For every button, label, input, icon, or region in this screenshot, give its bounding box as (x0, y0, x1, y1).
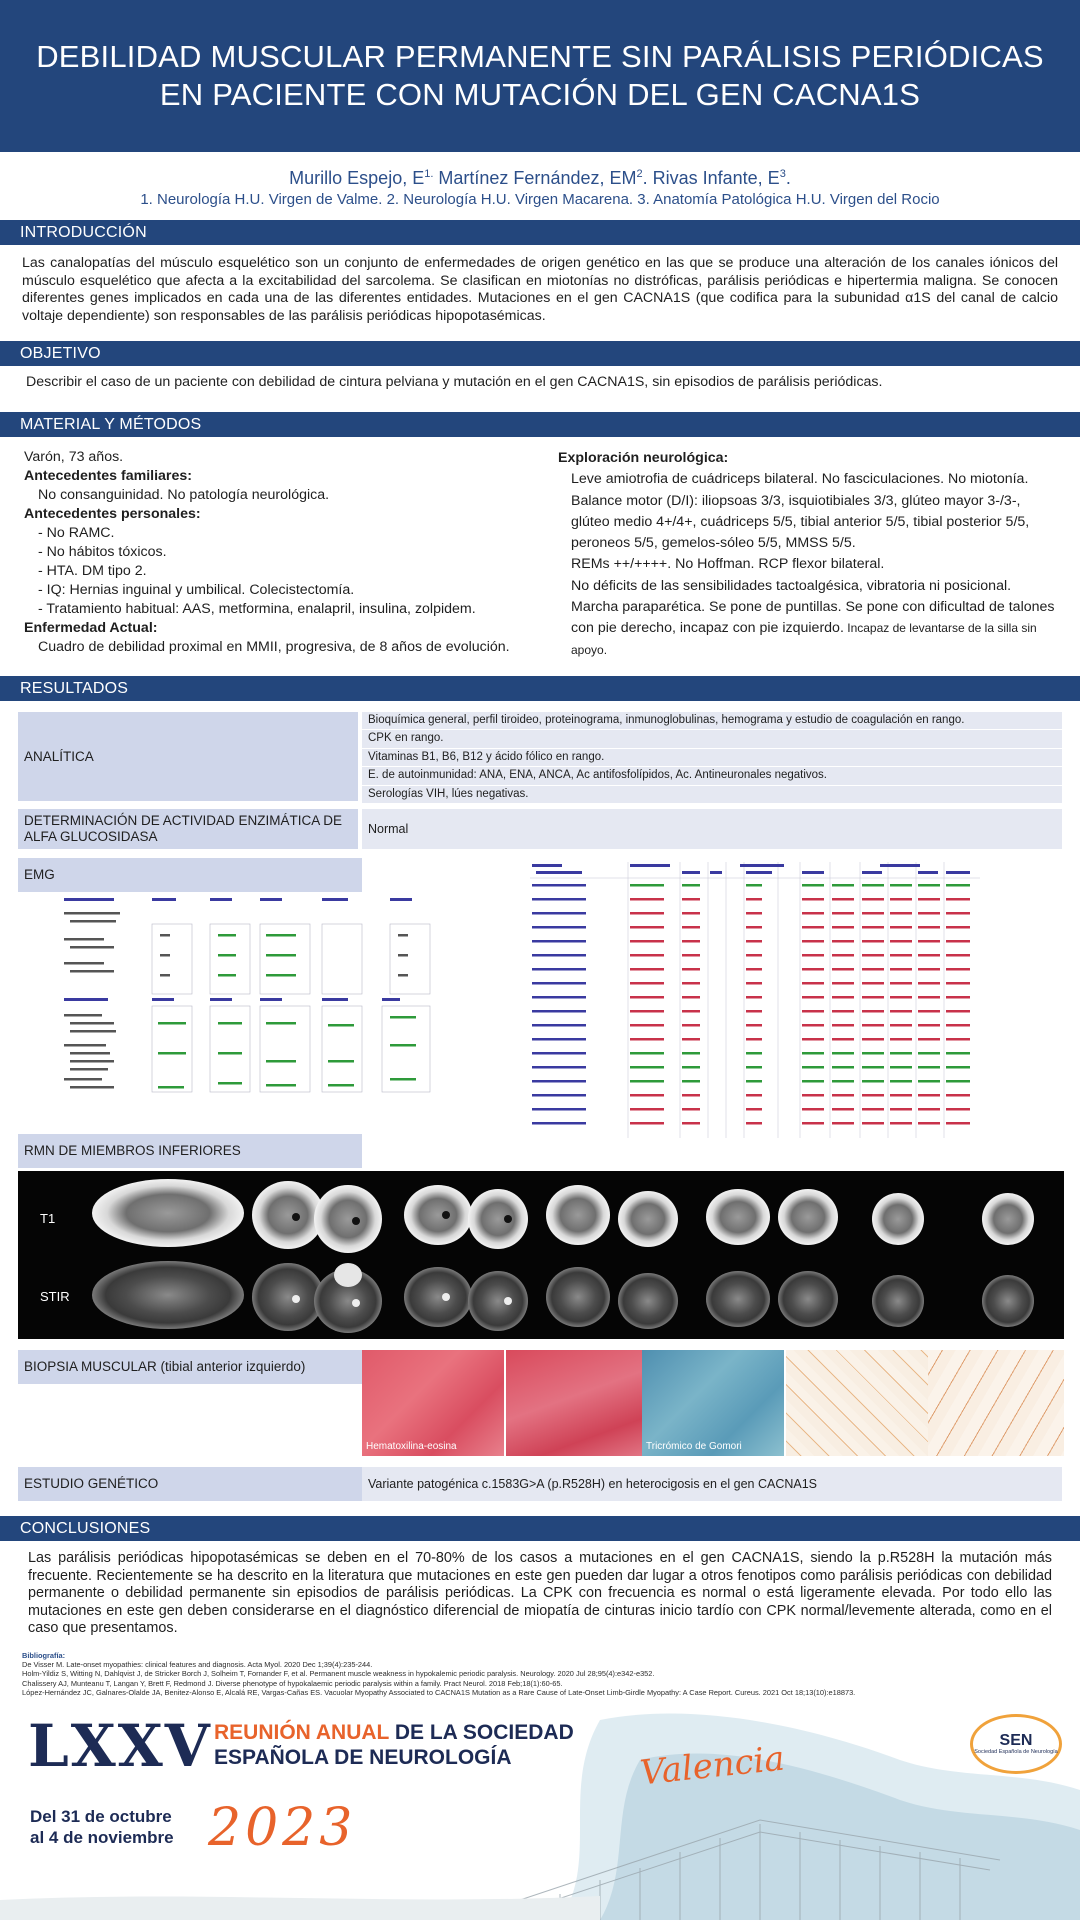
needle-table-mark (890, 884, 912, 887)
needle-table-mark (746, 940, 762, 943)
needle-table-mark (918, 1122, 940, 1125)
needle-table-mark (918, 898, 940, 901)
author-3-sup: 3 (779, 168, 786, 180)
section-metodos-header: MATERIAL Y MÉTODOS (0, 412, 1080, 437)
personal-history-item: - No RAMC. (38, 525, 115, 541)
needle-table-mark (946, 1122, 970, 1125)
needle-table-mark (532, 940, 586, 943)
needle-table-mark (532, 996, 586, 999)
needle-table-mark (890, 940, 912, 943)
needle-table-mark (682, 884, 700, 887)
needle-table-mark (630, 1024, 664, 1027)
needle-table-mark (532, 1010, 586, 1013)
needle-table-mark (832, 1052, 854, 1055)
needle-table-mark (630, 968, 664, 971)
needle-table-mark (802, 954, 824, 957)
genetico-label: ESTUDIO GENÉTICO (18, 1467, 362, 1501)
needle-table-mark (682, 1108, 700, 1111)
needle-table-mark (832, 1080, 854, 1083)
needle-table-mark (832, 1094, 854, 1097)
needle-table-mark (946, 1038, 970, 1041)
needle-table-mark (946, 1080, 970, 1083)
needle-table-mark (682, 1010, 700, 1013)
needle-table-mark (918, 1052, 940, 1055)
needle-table-mark (862, 1094, 884, 1097)
needle-table-mark (532, 1052, 586, 1055)
needle-table-mark (682, 954, 700, 957)
emg-nerve-conduction-image (60, 894, 440, 1094)
needle-table-mark (630, 954, 664, 957)
needle-table-mark (682, 1080, 700, 1083)
needle-table-mark (682, 1122, 700, 1125)
needle-table-mark (802, 1038, 824, 1041)
needle-table-mark (890, 996, 912, 999)
needle-table-mark (862, 884, 884, 887)
conclusion-text: Las parálisis periódicas hipopotasémicas se deben en el 70-80% de los casos a mutaciones en el gen CACNA1S, siendo la p.R528H la mutación más frecuente. Recientemente se ha descrito en la literatura que mutaciones en este gen pueden dar lugar a otros fenotipos como parálisis periódicas con debilidad permanente o debilidad permanente sin episodios de parálisis periódicas. La CPK con frecuencia es normal o está ligeramente elevada. Por todo ello las mutaciones en este gen deben considerarse en el diagnóstico diferencial de miopatía de cinturas inicio tardío con CPK normal/levemente alterada, como en el caso que presentamos. (28, 1550, 1052, 1637)
needle-table-mark (946, 982, 970, 985)
needle-table-mark (802, 912, 824, 915)
needle-table-mark (802, 1080, 824, 1083)
needle-table-mark (682, 1038, 700, 1041)
needle-table-mark (802, 996, 824, 999)
needle-table-mark (746, 912, 762, 915)
sen-logo-text: SEN (999, 1732, 1033, 1749)
needle-table-mark (630, 912, 664, 915)
needle-table-mark (746, 996, 762, 999)
needle-table-mark (746, 1066, 762, 1069)
needle-table-mark (918, 926, 940, 929)
needle-table-mark (946, 1024, 970, 1027)
needle-table-mark (862, 1066, 884, 1069)
needle-table-mark (862, 1038, 884, 1041)
author-3: . Rivas Infante, E (642, 168, 780, 188)
analitica-item: Bioquímica general, perfil tiroideo, proteinograma, inmunoglobulinas, hemograma y estudio de coagulación en rango. (362, 712, 1062, 729)
needle-table-mark (802, 1094, 824, 1097)
needle-table-mark (832, 912, 854, 915)
needle-table-mark (862, 926, 884, 929)
neuro-exam-item (558, 597, 1058, 661)
needle-table-mark (862, 912, 884, 915)
section-conclusiones-header: CONCLUSIONES (0, 1516, 1080, 1541)
personal-history-item: - IQ: Hernias inguinal y umbilical. Colecistectomía. (38, 582, 355, 598)
poster-title: DEBILIDAD MUSCULAR PERMANENTE SIN PARÁLISIS PERIÓDICAS EN PACIENTE CON MUTACIÓN DEL GEN CACNA1S (36, 39, 1044, 112)
genetico-value: Variante patogénica c.1583G>A (p.R528H) en heterocigosis en el gen CACNA1S (362, 1467, 1062, 1501)
needle-table-mark (862, 1010, 884, 1013)
needle-table-mark (832, 1066, 854, 1069)
needle-table-mark (746, 1052, 762, 1055)
needle-table-mark (630, 926, 664, 929)
needle-table-mark (890, 1108, 912, 1111)
congress-number: LXXV (28, 1712, 212, 1780)
needle-table-mark (832, 996, 854, 999)
needle-table-mark (802, 982, 824, 985)
personal-history-item: - Tratamiento habitual: AAS, metformina, enalapril, insulina, zolpidem. (38, 601, 476, 617)
needle-table-mark (630, 1038, 664, 1041)
needle-table-mark (862, 1108, 884, 1111)
needle-table-mark (630, 982, 664, 985)
needle-table-mark (918, 996, 940, 999)
needle-table-mark (630, 1052, 664, 1055)
analitica-list (362, 712, 1062, 804)
analitica-item: Vitaminas B1, B6, B12 y ácido fólico en rango. (362, 749, 1062, 766)
needle-table-mark (918, 1010, 940, 1013)
needle-table-mark (890, 1094, 912, 1097)
author-1-sup: 1. (424, 168, 434, 180)
needle-table-mark (946, 1108, 970, 1111)
needle-table-mark (802, 1010, 824, 1013)
needle-table-mark (832, 968, 854, 971)
needle-table-mark (946, 1094, 970, 1097)
author-1: Murillo Espejo, E (289, 168, 425, 188)
needle-table-mark (630, 996, 664, 999)
neuro-exam-item: REMs ++/++++. No Hoffman. RCP flexor bilateral. (571, 556, 885, 573)
bibliography-ref: De Visser M. Late-onset myopathies: clinical features and diagnosis. Acta Myol. 2020 Dec 1;39(4):235-244. (22, 1660, 373, 1670)
needle-table-mark (862, 1080, 884, 1083)
biopsy-caption: Hematoxilina-eosina (366, 1441, 457, 1452)
needle-table-mark (532, 1122, 586, 1125)
needle-table-mark (832, 1122, 854, 1125)
needle-table-mark (862, 954, 884, 957)
family-history-heading: Antecedentes familiares: (24, 468, 192, 484)
needle-table-mark (746, 1010, 762, 1013)
needle-table-mark (832, 926, 854, 929)
emg-label: EMG (18, 858, 362, 892)
needle-table-mark (918, 1024, 940, 1027)
needle-table-mark (890, 1052, 912, 1055)
needle-table-mark (890, 1024, 912, 1027)
congress-name-accent: REUNIÓN ANUAL (214, 1721, 390, 1744)
needle-table-mark (832, 884, 854, 887)
needle-table-mark (946, 898, 970, 901)
author-names (0, 162, 1080, 190)
congress-city: Valencia (638, 1738, 787, 1794)
personal-history-heading: Antecedentes personales: (24, 506, 201, 522)
needle-table-mark (746, 1122, 762, 1125)
sen-logo-subtext: Sociedad Española de Neurología (974, 1749, 1058, 1755)
biopsy-caption: Tricrómico de Gomori (646, 1441, 742, 1452)
current-illness-heading: Enfermedad Actual: (24, 620, 158, 636)
needle-table-mark (862, 1052, 884, 1055)
congress-name (214, 1720, 574, 1770)
needle-table-mark (890, 912, 912, 915)
needle-table-mark (746, 1108, 762, 1111)
section-resultados-header: RESULTADOS (0, 676, 1080, 701)
needle-table-mark (890, 1038, 912, 1041)
needle-table-mark (946, 926, 970, 929)
needle-table-mark (746, 954, 762, 957)
needle-table-mark (532, 1066, 586, 1069)
needle-table-mark (532, 982, 586, 985)
author-end: . (785, 168, 791, 188)
needle-table-mark (630, 940, 664, 943)
analitica-item: Serologías VIH, lúes negativas. (362, 786, 1062, 803)
analitica-item: E. de autoinmunidad: ANA, ENA, ANCA, Ac antifosfolípidos, Ac. Antineuronales negativos. (362, 767, 1062, 784)
needle-table-mark (890, 982, 912, 985)
needle-table-mark (532, 884, 586, 887)
biopsy-ihc-image-2 (928, 1350, 1064, 1456)
needle-table-mark (890, 926, 912, 929)
needle-table-mark (832, 982, 854, 985)
needle-table-mark (746, 1080, 762, 1083)
needle-table-mark (918, 954, 940, 957)
family-history-text: No consanguinidad. No patología neurológica. (38, 487, 330, 503)
needle-table-mark (832, 1010, 854, 1013)
biopsia-label: BIOPSIA MUSCULAR (tibial anterior izquierdo) (18, 1350, 362, 1384)
needle-table-mark (532, 898, 586, 901)
rmn-label: RMN DE MIEMBROS INFERIORES (18, 1134, 362, 1168)
congress-date-start: Del 31 de octubre (30, 1807, 172, 1826)
needle-table-mark (832, 1038, 854, 1041)
bibliography-ref: Chalissery AJ, Munteanu T, Langan Y, Brett F, Redmond J. Diverse phenotype of hypokalaemic periodic paralysis within a family. Pract Neurol. 2018 Feb;18(1):60-65. (22, 1678, 563, 1688)
needle-table-mark (682, 926, 700, 929)
current-illness-text: Cuadro de debilidad proximal en MMII, progresiva, de 8 años de evolución. (38, 639, 510, 655)
needle-table-mark (890, 954, 912, 957)
needle-table-mark (862, 982, 884, 985)
congress-date-end: al 4 de noviembre (30, 1828, 174, 1847)
needle-table-mark (918, 1038, 940, 1041)
needle-table-mark (832, 898, 854, 901)
needle-table-mark (746, 968, 762, 971)
needle-table-mark (532, 1108, 586, 1111)
mri-slices-graphic (18, 1171, 1064, 1339)
mri-panel (18, 1171, 1064, 1339)
needle-table-mark (746, 898, 762, 901)
needle-table-mark (746, 982, 762, 985)
needle-table-mark (832, 954, 854, 957)
alfa-glucosidasa-label: DETERMINACIÓN DE ACTIVIDAD ENZIMÁTICA DE ALFA GLUCOSIDASA (18, 809, 358, 849)
needle-table-mark (862, 940, 884, 943)
sen-logo (970, 1714, 1062, 1774)
mri-t1-row (92, 1179, 1034, 1253)
needle-table-mark (532, 912, 586, 915)
needle-table-mark (746, 1024, 762, 1027)
needle-table-mark (630, 1108, 664, 1111)
needle-table-mark (682, 1052, 700, 1055)
emg-needle-table-graphic (530, 862, 980, 1138)
needle-table-mark (532, 1094, 586, 1097)
needle-table-mark (532, 926, 586, 929)
needle-table-mark (918, 1080, 940, 1083)
needle-table-mark (802, 968, 824, 971)
needle-table-mark (802, 1108, 824, 1111)
needle-table-mark (918, 1066, 940, 1069)
needle-table-mark (682, 912, 700, 915)
needle-table-mark (946, 1010, 970, 1013)
needle-table-mark (918, 968, 940, 971)
needle-table-mark (918, 940, 940, 943)
congress-dates (30, 1806, 174, 1848)
author-2-sup: 2 (636, 168, 643, 180)
needle-table-mark (532, 968, 586, 971)
needle-table-mark (946, 940, 970, 943)
needle-table-mark (918, 884, 940, 887)
intro-text: Las canalopatías del músculo esquelético son un conjunto de enfermedades de origen genético en las que se produce una alteración de los canales iónicos del músculo esquelético que afecta a la excitabilidad del sarcolema. Se clasifican en miotonías no distróficas, parálisis periódicas e hipertermia maligna. Se conocen diferentes genes implicados en cada una de las diferentes entidades. Mutaciones en el gen CACNA1S (que codifica para la subunidad α1S del canal de calcio voltaje dependiente) son responsables de las parálisis periódicas hipopotasémicas. (22, 255, 1058, 324)
needle-table-mark (862, 996, 884, 999)
biopsy-he-image-1 (362, 1350, 504, 1456)
needle-table-mark (532, 1038, 586, 1041)
neuro-exam-heading: Exploración neurológica: (558, 450, 729, 466)
neuro-exam-item: Balance motor (D/I): iliopsoas 3/3, isquiotibiales 3/3, glúteo mayor 3-/3-, glúteo medio 4+/4+, cuádriceps 5/5, tibial anterior 5/5, tibial posterior 5/5, peroneos 5/5, gemelos-sóleo 5/5, MMSS 5/5. (571, 492, 1030, 552)
needle-table-mark (802, 1066, 824, 1069)
needle-table-mark (946, 996, 970, 999)
poster-header (0, 0, 1080, 152)
needle-table-mark (802, 1024, 824, 1027)
needle-table-mark (630, 1010, 664, 1013)
needle-table-mark (890, 968, 912, 971)
metodos-right-column (558, 448, 1058, 661)
needle-table-mark (630, 1080, 664, 1083)
needle-table-mark (946, 968, 970, 971)
bibliography-ref: Holm-Yildiz S, Witting N, Dahlqvist J, de Stricker Borch J, Solheim T, Fornander F, et al. Permanent muscle weakness in hypokalemic periodic paralysis. Neurology. 2020 Jul 28;95(4):e342-e352. (22, 1669, 655, 1679)
biopsy-ihc-image-1 (786, 1350, 928, 1456)
congress-footer (0, 1700, 1080, 1920)
emg-nerve-table-graphic (60, 894, 440, 1094)
needle-table-mark (746, 884, 762, 887)
needle-table-mark (802, 884, 824, 887)
needle-table-mark (682, 898, 700, 901)
needle-table-mark (802, 926, 824, 929)
needle-table-mark (890, 1010, 912, 1013)
author-2: Martínez Fernández, EM (433, 168, 637, 188)
needle-table-mark (746, 926, 762, 929)
authors-block (0, 162, 1080, 210)
section-intro-header: INTRODUCCIÓN (0, 220, 1080, 245)
needle-table-mark (630, 884, 664, 887)
biopsy-gomori-image (642, 1350, 784, 1456)
needle-table-mark (630, 898, 664, 901)
congress-year: 2023 (208, 1798, 357, 1858)
biopsy-he-image-2 (506, 1350, 648, 1456)
needle-table-mark (918, 1094, 940, 1097)
needle-table-mark (682, 1024, 700, 1027)
needle-table-mark (802, 1122, 824, 1125)
needle-table-mark (918, 1108, 940, 1111)
gait-small-text: Incapaz de levantarse de la silla sin apoyo. (571, 621, 1037, 657)
bibliography-ref: López-Hernández JC, Galnares-Olalde JA, Benitez-Alonso E, Alcalá RE, Vargas-Cañas ES. Vacuolar Myopathy Associated to CACNA1S Mutation as a Rare Cause of Late-Onset Limb-Girdle Myopathy: A Case Report. Cureus. 2021 Oct 18;13(10):e18873. (22, 1687, 856, 1697)
analitica-item: CPK en rango. (362, 730, 1062, 747)
needle-table-mark (862, 898, 884, 901)
needle-table-mark (890, 1066, 912, 1069)
needle-table-mark (630, 1094, 664, 1097)
personal-history-item: - HTA. DM tipo 2. (38, 563, 147, 579)
needle-table-mark (682, 982, 700, 985)
needle-table-mark (682, 996, 700, 999)
needle-table-mark (682, 1066, 700, 1069)
needle-table-mark (946, 912, 970, 915)
needle-table-mark (946, 954, 970, 957)
needle-table-mark (802, 898, 824, 901)
needle-table-mark (946, 1052, 970, 1055)
needle-table-mark (802, 1052, 824, 1055)
neuro-exam-item: Leve amiotrofia de cuádriceps bilateral. No fasciculaciones. No miotonía. (571, 471, 1029, 488)
needle-table-mark (890, 1122, 912, 1125)
neuro-exam-item: No déficits de las sensibilidades tactoalgésica, vibratoria ni posicional. (571, 577, 1012, 594)
stir-row-label: STIR (40, 1289, 70, 1304)
t1-row-label: T1 (40, 1211, 56, 1226)
needle-table-mark (862, 1024, 884, 1027)
needle-table-mark (532, 954, 586, 957)
needle-table-mark (946, 1066, 970, 1069)
objetivo-text: Describir el caso de un paciente con debilidad de cintura pelviana y mutación en el gen CACNA1S, sin episodios de parálisis periódicas. (26, 374, 883, 390)
needle-table-mark (682, 968, 700, 971)
metodos-left-column (24, 448, 544, 657)
needle-table-mark (832, 1108, 854, 1111)
section-objetivo-header: OBJETIVO (0, 341, 1080, 366)
mri-stir-row (92, 1261, 1034, 1333)
analitica-label: ANALÍTICA (18, 712, 358, 801)
needle-table-mark (630, 1066, 664, 1069)
alfa-glucosidasa-value: Normal (362, 809, 1062, 849)
needle-table-mark (802, 940, 824, 943)
bibliography (22, 1651, 1062, 1697)
needle-table-mark (682, 940, 700, 943)
affiliations: 1. Neurología H.U. Virgen de Valme. 2. Neurología H.U. Virgen Macarena. 3. Anatomía Patológica H.U. Virgen del Rocio (140, 191, 940, 208)
needle-table-mark (682, 1094, 700, 1097)
needle-table-mark (630, 1122, 664, 1125)
needle-table-mark (746, 1038, 762, 1041)
congress-name-rest: DE LA SOCIEDAD (389, 1721, 574, 1744)
needle-table-mark (532, 1080, 586, 1083)
needle-table-mark (832, 940, 854, 943)
needle-table-mark (832, 1024, 854, 1027)
congress-name-line2: ESPAÑOLA DE NEUROLOGÍA (214, 1746, 512, 1769)
needle-table-mark (890, 898, 912, 901)
needle-table-mark (918, 982, 940, 985)
personal-history-item: - No hábitos tóxicos. (38, 544, 167, 560)
patient-age: Varón, 73 años. (24, 449, 124, 465)
needle-table-mark (746, 1094, 762, 1097)
emg-needle-study-image (530, 862, 980, 1138)
needle-table-mark (862, 968, 884, 971)
gait-text: Marcha paraparética. Se pone de puntillas. Se pone con dificultad de talones con pie derecho, incapaz con pie izquierdo. (571, 599, 1055, 637)
needle-table-mark (890, 1080, 912, 1083)
needle-table-mark (918, 912, 940, 915)
needle-table-mark (862, 1122, 884, 1125)
needle-table-mark (532, 1024, 586, 1027)
needle-table-mark (946, 884, 970, 887)
bibliography-title: Bibliografía: (22, 1651, 66, 1660)
